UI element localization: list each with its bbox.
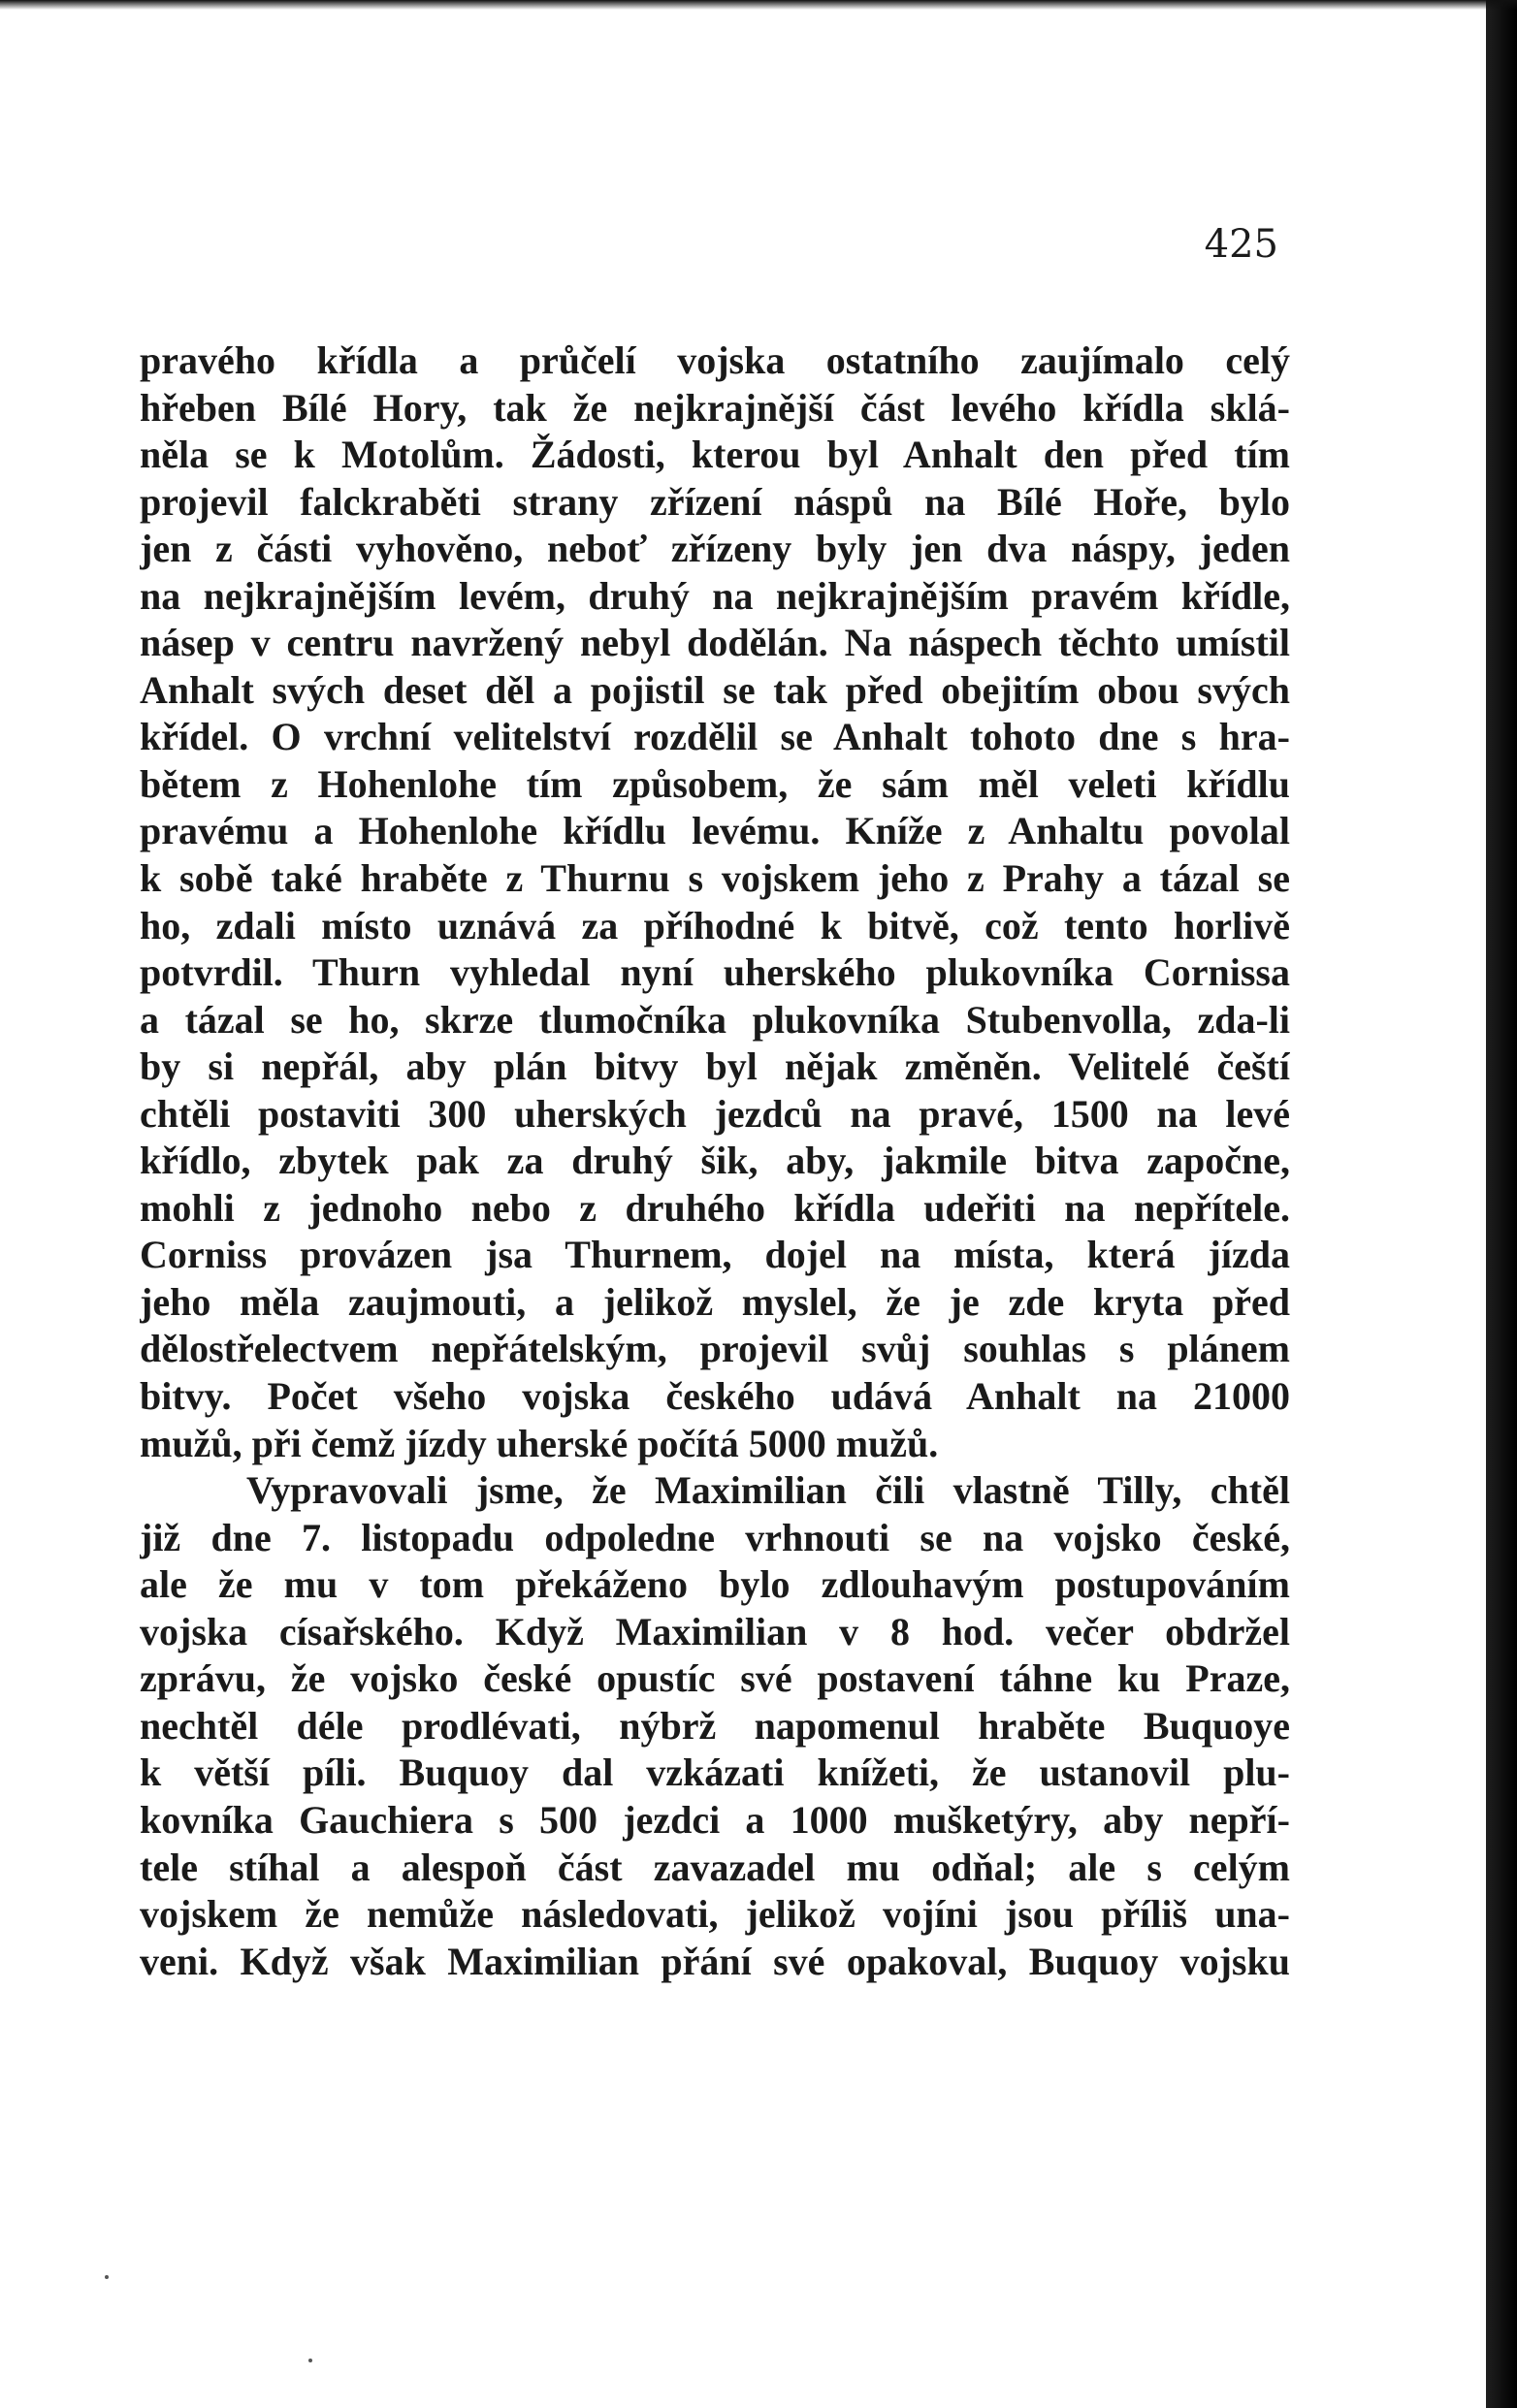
text-line: něla se k Motolům. Žádosti, kterou byl Anhalt den před tím	[140, 433, 1290, 477]
text-line: jeho měla zaujmouti, a jelikož myslel, že je zde kryta před	[140, 1279, 1290, 1324]
text-line: mohli z jednoho nebo z druhého křídla udeřiti na nepřítele.	[140, 1185, 1290, 1230]
text-line: chtěli postaviti 300 uherských jezdců na pravé, 1500 na levé	[140, 1091, 1290, 1136]
text-line: potvrdil. Thurn vyhledal nyní uherského plukovníka Cornissa	[140, 950, 1290, 995]
text-line: jen z části vyhověno, neboť zřízeny byly jen dva náspy, jeden	[140, 527, 1290, 571]
text-line: pravého křídla a průčelí vojska ostatního zaujímalo celý	[140, 338, 1290, 382]
text-line: Vypravovali jsme, že Maximilian čili vlastně Tilly, chtěl	[246, 1468, 1290, 1513]
text-line: ho, zdali místo uznává za příhodné k bitvě, což tento horlivě	[140, 903, 1290, 947]
text-line: násep v centru navržený nebyl dodělán. Na náspech těchto umístil	[140, 621, 1290, 665]
text-line: kovníka Gauchiera s 500 jezdci a 1000 mušketýry, aby nepří-	[140, 1797, 1290, 1842]
text-line: by si nepřál, aby plán bitvy byl nějak změněn. Velitelé čeští	[140, 1044, 1290, 1089]
text-line: na nejkrajnějším levém, druhý na nejkrajnějším pravém křídle,	[140, 573, 1290, 618]
page-edge-shadow	[1486, 0, 1517, 2408]
text-line: vojskem že nemůže následovati, jelikož vojíni jsou příliš una-	[140, 1892, 1290, 1937]
text-line: Anhalt svých deset děl a pojistil se tak před obejitím obou svých	[140, 667, 1290, 712]
text-line: křídlo, zbytek pak za druhý šik, aby, jakmile bitva započne,	[140, 1139, 1290, 1183]
text-line: projevil falckraběti strany zřízení náspů na Bílé Hoře, bylo	[140, 479, 1290, 524]
text-line: pravému a Hohenlohe křídlu levému. Kníže z Anhaltu povolal	[140, 809, 1290, 853]
text-line: k sobě také hraběte z Thurnu s vojskem jeho z Prahy a tázal se	[140, 856, 1290, 901]
text-line: zprávu, že vojsko české opustíc své postavení táhne ku Praze,	[140, 1656, 1290, 1701]
text-line: k větší píli. Buquoy dal vzkázati knížeti, že ustanovil plu-	[140, 1750, 1290, 1795]
text-line: a tázal se ho, skrze tlumočníka plukovníka Stubenvolla, zda-li	[140, 997, 1290, 1042]
text-line: dělostřelectvem nepřátelským, projevil svůj souhlas s plánem	[140, 1327, 1290, 1371]
paper-speck	[105, 2275, 109, 2279]
page-number: 425	[1204, 222, 1278, 267]
text-line: veni. Když však Maximilian přání své opakoval, Buquoy vojsku	[140, 1939, 1290, 1983]
page-top-shadow	[0, 0, 1517, 10]
text-line: vojska císařského. Když Maximilian v 8 hod. večer obdržel	[140, 1609, 1290, 1653]
text-line: křídel. O vrchní velitelství rozdělil se Anhalt tohoto dne s hra-	[140, 715, 1290, 759]
text-line: již dne 7. listopadu odpoledne vrhnouti se na vojsko české,	[140, 1515, 1290, 1559]
paper-speck	[308, 2359, 312, 2362]
text-line: tele stíhal a alespoň část zavazadel mu odňal; ale s celým	[140, 1845, 1290, 1889]
text-line: bětem z Hohenlohe tím způsobem, že sám měl veleti křídlu	[140, 761, 1290, 806]
text-line: mužů, při čemž jízdy uherské počítá 5000 mužů.	[140, 1421, 939, 1465]
text-line: bitvy. Počet všeho vojska českého udává Anhalt na 21000	[140, 1374, 1290, 1419]
text-line: hřeben Bílé Hory, tak že nejkrajnější část levého křídla sklá-	[140, 385, 1290, 430]
text-line: Corniss provázen jsa Thurnem, dojel na místa, která jízda	[140, 1233, 1290, 1277]
body-text	[140, 337, 1290, 1985]
text-line: nechtěl déle prodlévati, nýbrž napomenul hraběte Buquoye	[140, 1703, 1290, 1748]
text-line: ale že mu v tom překáženo bylo zdlouhavým postupováním	[140, 1562, 1290, 1607]
